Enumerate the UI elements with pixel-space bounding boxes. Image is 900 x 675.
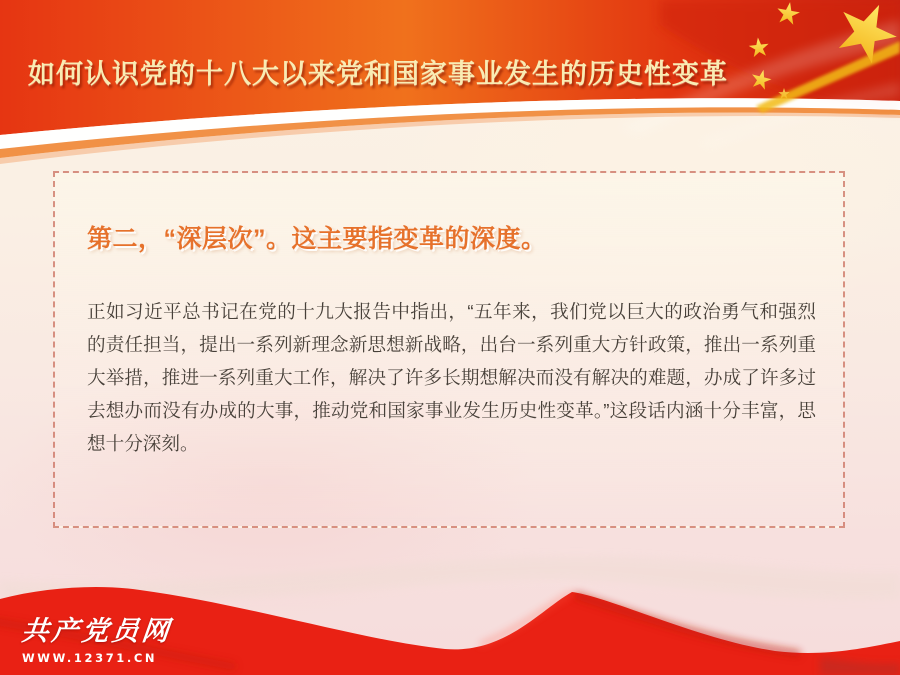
content-box xyxy=(53,171,845,528)
body-paragraph: 正如习近平总书记在党的十九大报告中指出，“五年来，我们党以巨大的政治勇气和强烈的责任担当，提出一系列新理念新思想新战略，出台一系列重大方针政策，推出一系列重大举措，推进一系列重大工作，解决了许多长期想解决而没有解决的难题，办成了许多过去想办而没有办成的大事，推动党和国家事业发生历史性变革。”这段话内涵十分丰富，思想十分深刻。 xyxy=(87,301,816,454)
logo-url-text: WWW.12371.CN xyxy=(22,651,158,665)
page-title: 如何认识党的十八大以来党和国家事业发生的历史性变革 xyxy=(28,59,728,89)
site-logo xyxy=(22,609,172,665)
section-heading: 第二，“深层次”。这主要指变革的深度。 xyxy=(87,225,547,253)
logo-calligraphy-text: 共产党员网 xyxy=(20,616,174,647)
